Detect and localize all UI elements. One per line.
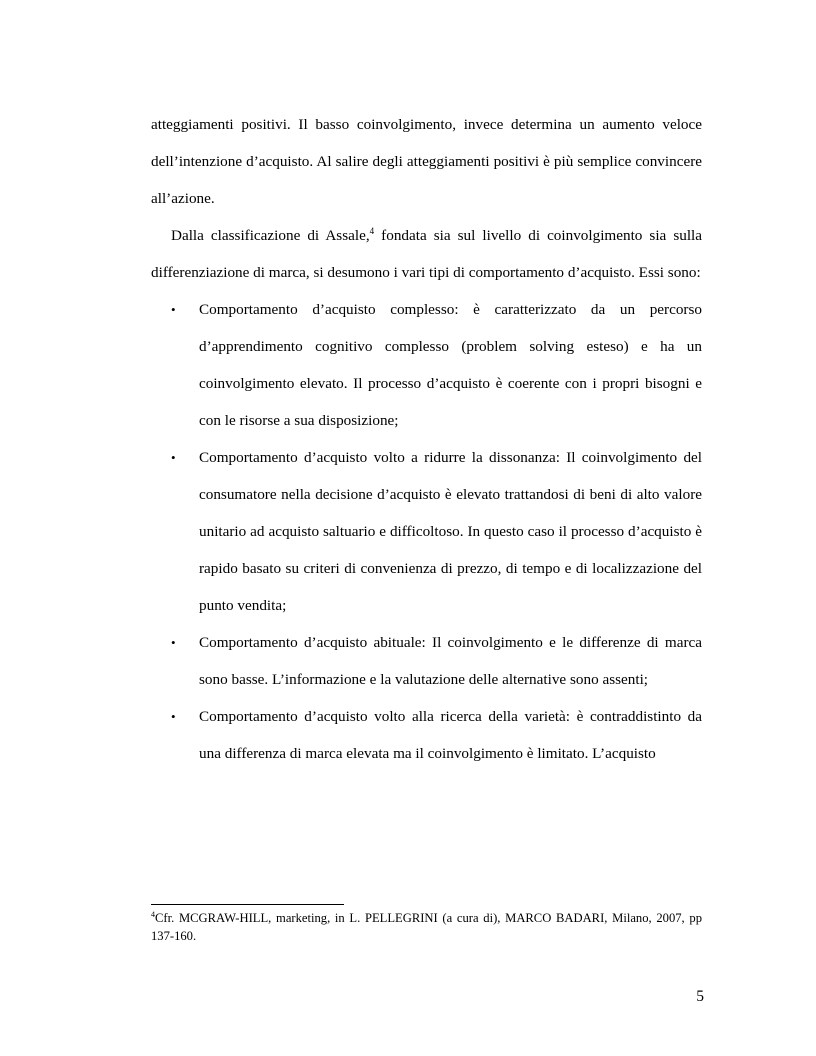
bullet-icon: • — [171, 450, 176, 465]
list-item-text: Comportamento d’acquisto volto a ridurre la dissonanza: Il coinvolgimento del consumatore nella decisione d’acquisto è elevato trattandosi di beni di alto valore unitario ad acquisto saltuario e difficoltoso. In questo caso il processo d’acquisto è rapido basato su criteri di convenienza di prezzo, di tempo e di localizzazione del punto vendita; — [199, 449, 702, 614]
footnote — [151, 909, 702, 945]
list-item-text: Comportamento d’acquisto volto alla ricerca della varietà: è contraddistinto da una differenza di marca elevata ma il coinvolgimento è limitato. L’acquisto — [199, 708, 702, 762]
paragraph-2-start: Dalla classificazione di Assale, — [171, 227, 370, 244]
list-item-text: Comportamento d’acquisto complesso: è caratterizzato da un percorso d’apprendimento cognitivo complesso (problem solving esteso) e ha un coinvolgimento elevato. Il processo d’acquisto è coerente con i propri bisogni e con le risorse a sua disposizione; — [199, 301, 702, 429]
footnote-text: Cfr. MCGRAW-HILL, marketing, in L. PELLEGRINI (a cura di), MARCO BADARI, Milano, 2007, pp 137-160. — [151, 911, 702, 943]
list-item — [151, 291, 702, 439]
footnote-reference: 4 — [369, 225, 375, 236]
bullet-icon: • — [171, 302, 176, 317]
list-item — [151, 624, 702, 698]
list-item — [151, 439, 702, 624]
paragraph-1: atteggiamenti positivi. Il basso coinvolgimento, invece determina un aumento veloce dell’intenzione d’acquisto. Al salire degli atteggiamenti positivi è più semplice convincere all’azione. — [151, 116, 702, 207]
bullet-icon: • — [171, 635, 176, 650]
paragraph-2 — [151, 217, 702, 291]
body-text — [151, 106, 702, 772]
list-item-text: Comportamento d’acquisto abituale: Il coinvolgimento e le differenze di marca sono basse. L’informazione e la valutazione delle alternative sono assenti; — [199, 634, 702, 688]
list-item — [151, 698, 702, 772]
footnote-separator — [151, 904, 344, 905]
footnote-marker: 4 — [151, 909, 155, 919]
bullet-icon: • — [171, 709, 176, 724]
behavior-type-list — [151, 291, 702, 772]
paragraph-2-end: fondata sia sul livello di coinvolgimento sia sulla differenziazione di marca, si desumono i vari tipi di comportamento d’acquisto. Essi sono: — [151, 227, 703, 281]
page-number: 5 — [696, 988, 704, 1005]
